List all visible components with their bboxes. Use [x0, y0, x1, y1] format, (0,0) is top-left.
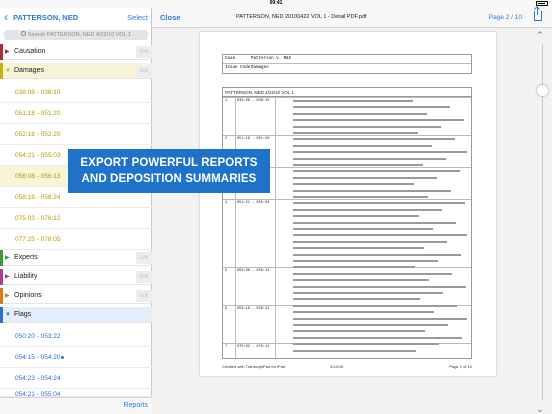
category-opinions[interactable]	[0, 288, 152, 304]
transcript-line	[277, 260, 467, 265]
page-slider-thumb[interactable]	[537, 85, 548, 96]
list-item[interactable]: 058:18 - 058:24	[0, 187, 152, 208]
case-info-table: Case Patterson v. R&C Issue Code Damages	[222, 54, 472, 74]
promo-line-1: EXPORT POWERFUL REPORTS	[80, 157, 258, 169]
category-color-bar	[0, 63, 3, 79]
list-item[interactable]: 050:20 - 053:22	[0, 326, 152, 347]
collapsed-triangle-icon: ▶	[5, 255, 10, 261]
transcript-line	[277, 183, 467, 188]
table-row: 5 056:08 - 056:13	[223, 267, 471, 305]
collapsed-triangle-icon: ▶	[5, 274, 10, 280]
promo-line-2: AND DEPOSITION SUMMARIES	[81, 173, 257, 185]
promo-banner	[68, 149, 270, 193]
sidebar-header	[0, 8, 152, 28]
category-color-bar	[0, 250, 3, 266]
transcript-line	[277, 292, 467, 297]
category-label: Experts	[14, 254, 38, 261]
deposition-header: PATTERSON, NED 4/22/10 VOL 1	[223, 88, 471, 97]
transcript-line	[277, 247, 467, 252]
transcript-line	[277, 273, 467, 278]
transcript-line	[277, 241, 467, 246]
transcript-line	[277, 311, 467, 316]
transcript-line	[277, 138, 467, 143]
edit-button[interactable]: Edit	[136, 65, 152, 77]
viewer-nav-bar	[152, 8, 552, 28]
page-indicator[interactable]: Page 2 / 10	[488, 14, 522, 21]
transcript-line	[277, 298, 467, 303]
category-label: Causation	[14, 48, 46, 55]
table-row: 4 054:21 - 055:03	[223, 199, 471, 267]
transcript-line	[277, 119, 467, 124]
sidebar-footer	[0, 397, 152, 414]
transcript-line	[277, 145, 467, 150]
transcript-line	[277, 209, 467, 214]
search-input[interactable]	[4, 30, 148, 40]
category-experts[interactable]	[0, 250, 152, 266]
transcript-line	[277, 106, 467, 111]
sidebar	[0, 8, 152, 414]
category-label: Opinions	[14, 292, 42, 299]
list-item[interactable]: 054:23 - 054:24	[0, 368, 152, 389]
table-row: 2 051:18 - 051:20	[223, 135, 471, 167]
expanded-triangle-icon: ▼	[5, 312, 11, 318]
list-item[interactable]: 052:18 - 052:20	[0, 124, 152, 145]
edit-button[interactable]: Edit	[136, 252, 152, 264]
select-button[interactable]: Select	[127, 13, 148, 22]
transcript-line	[277, 324, 467, 329]
transcript-line	[277, 286, 467, 291]
transcript-line	[277, 190, 467, 195]
reports-button[interactable]: Reports	[123, 402, 148, 409]
list-item[interactable]: 054:21 - 055:03	[0, 145, 152, 166]
battery-icon	[536, 1, 548, 6]
list-item[interactable]: 038:06 - 038:10	[0, 82, 152, 103]
transcript-line	[277, 164, 467, 169]
transcript-line	[277, 132, 467, 137]
scroll-up-chevron-icon[interactable]: ⌃	[536, 30, 544, 40]
share-icon[interactable]	[534, 11, 542, 21]
collapsed-triangle-icon: ▶	[5, 293, 10, 299]
category-label: Liability	[14, 273, 38, 280]
list-item[interactable]: 051:18 - 051:20	[0, 103, 152, 124]
transcript-line	[277, 113, 467, 118]
deposition-table	[222, 87, 472, 359]
category-flags[interactable]	[0, 307, 152, 323]
category-label: Flags	[14, 311, 32, 318]
list-item[interactable]: 054:21 - 055:04	[0, 389, 152, 397]
transcript-line	[277, 254, 467, 259]
page-footer: Created with TranscriptPad for iPad 3/14/16 Page 2 of 10	[222, 364, 472, 369]
transcript-line	[277, 196, 467, 201]
status-time: 09:41	[269, 0, 283, 6]
category-causation[interactable]	[0, 44, 152, 60]
category-damages[interactable]	[0, 63, 152, 79]
transcript-line	[277, 222, 467, 227]
category-liability[interactable]	[0, 269, 152, 285]
category-color-bar	[0, 288, 3, 304]
back-chevron-icon[interactable]: ‹	[4, 10, 8, 24]
transcript-line	[277, 330, 467, 335]
category-label: Damages	[14, 67, 44, 74]
transcript-line	[277, 126, 467, 131]
transcript-line	[277, 343, 467, 348]
table-row: 1 038:06 - 038:10	[223, 97, 471, 135]
transcript-line	[277, 234, 467, 239]
transcript-line	[277, 100, 467, 105]
transcript-line	[277, 158, 467, 163]
table-row: 6 058:18 - 058:24	[223, 305, 471, 343]
list-item-selected[interactable]: 056:08 - 056:13	[0, 166, 152, 187]
page-slider-track[interactable]	[542, 44, 543, 400]
edit-button[interactable]: Edit	[136, 290, 152, 302]
transcript-line	[277, 202, 467, 207]
transcript-line	[277, 228, 467, 233]
transcript-line	[277, 318, 467, 323]
transcript-line	[277, 266, 467, 271]
search-icon	[21, 31, 26, 36]
witness-title[interactable]: PATTERSON, NED	[13, 13, 79, 22]
document-title: PATTERSON, NED 20100422 VOL 1 - Detail PDF.pdf	[236, 14, 367, 20]
transcript-line	[277, 151, 467, 156]
transcript-line	[277, 337, 467, 342]
transcript-line	[277, 350, 467, 355]
status-bar	[0, 0, 552, 8]
search-placeholder: Search PATTERSON, NED 4/22/10 VOL 1	[27, 32, 132, 38]
category-color-bar	[0, 307, 3, 323]
edit-button[interactable]: Edit	[136, 271, 152, 283]
list-item[interactable]: 075:03 - 076:12	[0, 208, 152, 229]
edit-button[interactable]: Edit	[136, 46, 152, 58]
transcript-line	[277, 305, 467, 310]
pdf-page	[200, 32, 496, 376]
list-item[interactable]: 054:15 - 054:20	[0, 347, 152, 368]
transcript-line	[277, 177, 467, 182]
transcript-line	[277, 170, 467, 175]
list-item[interactable]: 077:25 - 078:05	[0, 229, 152, 250]
document-viewer	[152, 8, 552, 414]
unread-dot-icon	[61, 356, 64, 359]
transcript-line	[277, 215, 467, 220]
collapsed-triangle-icon: ▶	[5, 49, 10, 55]
close-button[interactable]: Close	[160, 13, 181, 22]
table-row: 7 075:03 - 076:12	[223, 343, 471, 358]
category-color-bar	[0, 269, 3, 285]
expanded-triangle-icon: ▼	[5, 68, 11, 74]
scroll-down-chevron-icon[interactable]: ⌄	[536, 404, 544, 414]
transcript-line	[277, 279, 467, 284]
category-color-bar	[0, 44, 3, 60]
